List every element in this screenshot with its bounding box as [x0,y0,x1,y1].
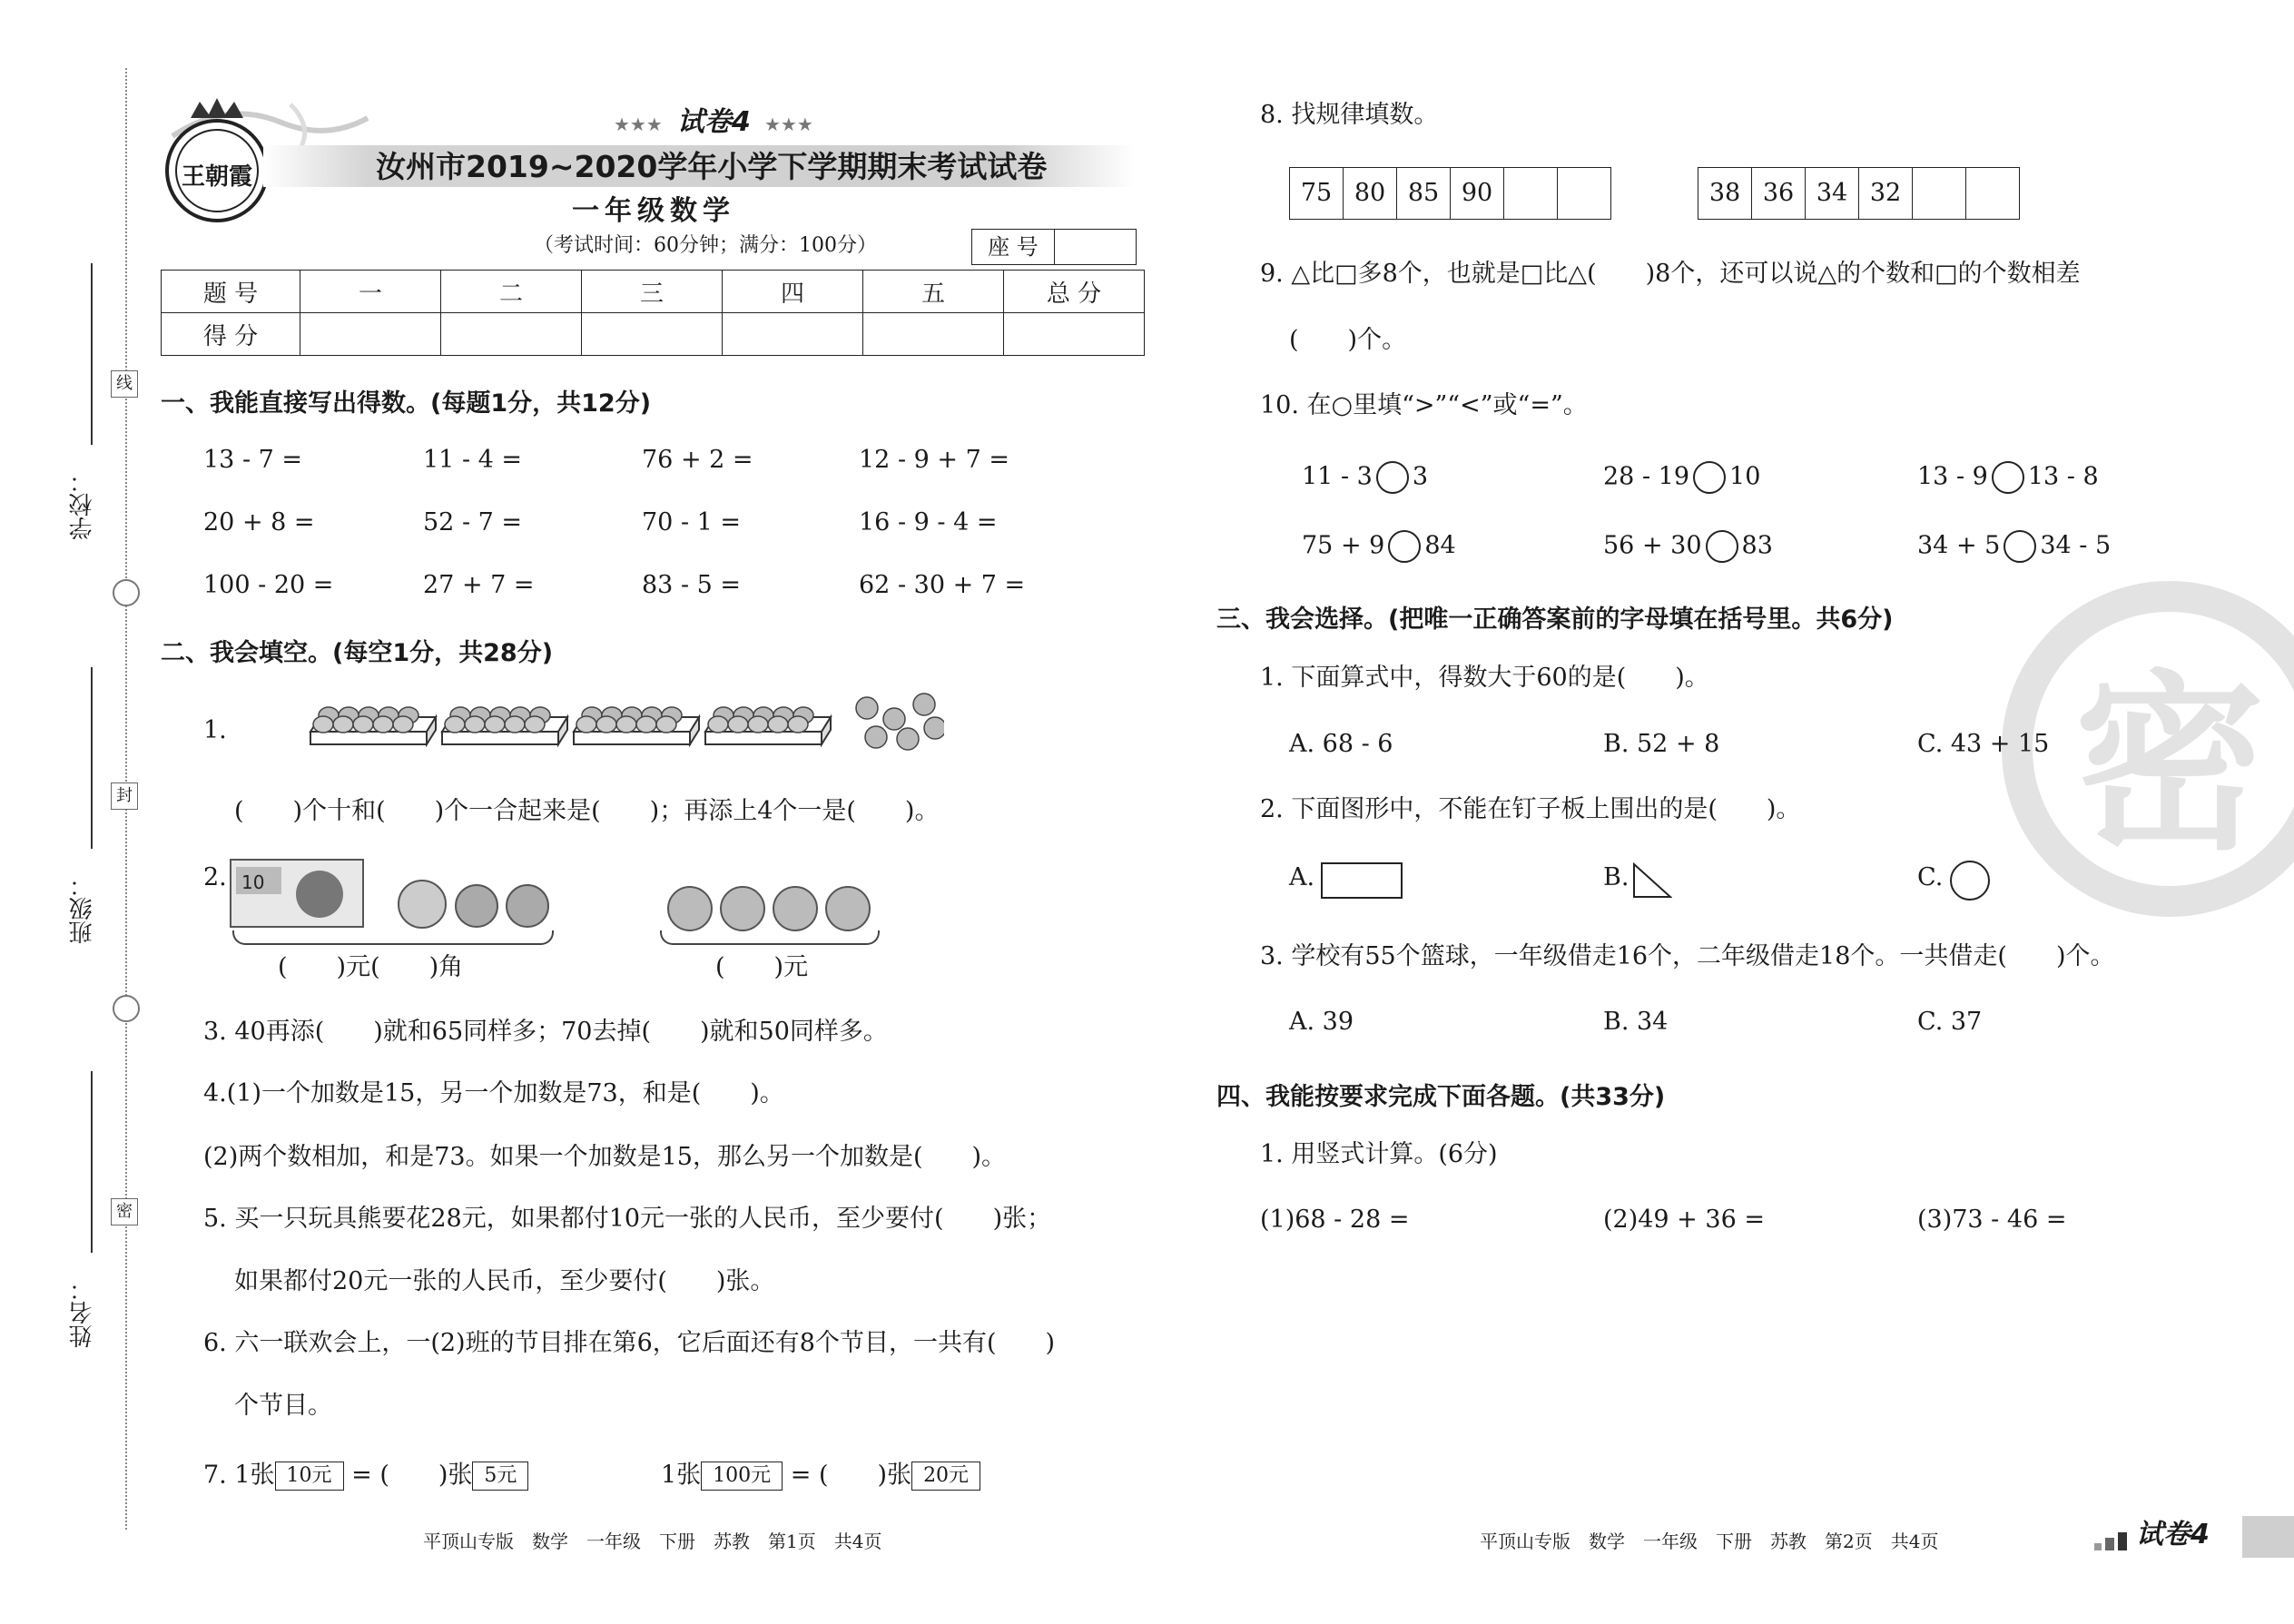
option: C. 37 [1917,1008,1983,1036]
score-cell: 三 [582,271,723,313]
compare-right: 13 - 8 [2027,462,2099,491]
sequence-cell: 90 [1451,168,1504,219]
compare-right: 34 - 5 [2040,531,2112,560]
counting-blocks-illustration [309,692,944,757]
score-table [161,270,1145,356]
logo-text: 王朝霞 [181,163,252,191]
section-4-title: 四、我能按要求完成下面各题。(共33分) [1216,1083,1666,1111]
compare-right: 3 [1412,462,1429,491]
q8-text: 8. 找规律填数。 [1260,101,1439,129]
compare-circle[interactable] [1992,461,2024,494]
s3-q3-text: 3. 学校有55个篮球，一年级借走16个，二年级借走18个。一共借走( )个。 [1260,942,2115,970]
corner-bar [2242,1516,2294,1558]
vertical-calc-item: (3)73 - 46 = [1917,1206,2067,1234]
brace-right [660,930,880,945]
series-stars-right: ★★★ [764,113,813,135]
score-cell [1004,313,1145,356]
q1-number: 1. [203,716,227,744]
sequence-cell: 32 [1859,168,1913,219]
section-3-title: 三、我会选择。(把唯一正确答案前的字母填在括号里。共6分) [1216,605,1894,634]
score-table-row [162,271,1145,313]
calc-item: 70 - 1 = [642,508,742,536]
section-2-title: 二、我会填空。(每空1分，共28分) [161,639,554,667]
score-cell: 得 分 [162,313,300,356]
sequence-cell: 75 [1290,168,1344,219]
school-label: 学校： [69,469,96,540]
score-cell: 五 [863,271,1004,313]
option: B. [1603,863,1629,891]
calc-item: 11 - 4 = [423,446,523,474]
score-cell: 四 [723,271,863,313]
q7-mid1: = ( )张 [351,1461,473,1490]
seal-char-xian: 线 [111,370,138,398]
compare-right: 84 [1424,531,1456,560]
compare-right: 83 [1741,531,1773,560]
q7-mid2: = ( )张 [790,1461,912,1490]
footer-tag-dots [2092,1530,2129,1552]
money-box-5: 5元 [472,1462,528,1491]
compare-circle[interactable] [1376,461,1409,494]
calc-item: 83 - 5 = [642,571,742,599]
score-cell [723,313,863,356]
q6b-text: 个节目。 [234,1392,332,1420]
q1-text: ( )个十和( )个一合起来是( )；再添上4个一是( )。 [234,797,940,825]
sequence-cell: 80 [1344,168,1397,219]
compare-left: 56 + 30 [1603,531,1702,560]
vertical-calc-item: (2)49 + 36 = [1603,1206,1765,1234]
sequence-box-2 [1698,167,2020,220]
vertical-calc-item: (1)68 - 28 = [1260,1206,1410,1234]
rectangle-shape [1321,862,1403,899]
q5a-text: 5. 买一只玩具熊要花28元，如果都付10元一张的人民币，至少要付( )张； [203,1205,1052,1233]
logo-badge [163,98,271,225]
coins-yuan-illustration [665,884,874,933]
score-cell: 一 [300,271,441,313]
compare-left: 34 + 5 [1917,531,2001,560]
compare-left: 11 - 3 [1302,462,1373,491]
footer-tag: 试卷4 [2136,1519,2210,1550]
compare-circle[interactable] [1706,530,1738,563]
score-cell: 题 号 [162,271,300,313]
coins-jiao-illustration [397,879,560,930]
circle-shape [1950,861,1990,901]
calc-item: 27 + 7 = [423,571,535,599]
class-line [91,667,93,849]
q7-row [203,1462,528,1491]
option: B. 34 [1603,1008,1669,1036]
sequence-cell: 38 [1698,168,1752,219]
compare-item [1302,461,1428,494]
score-cell [582,313,723,356]
compare-item [1302,530,1456,563]
q10-text: 10. 在○里填“>”“<”或“=”。 [1260,391,1588,419]
option: A. 39 [1289,1008,1354,1036]
q9b-text: ( )个。 [1289,326,1407,354]
option: C. 43 + 15 [1917,730,2050,758]
calc-item: 100 - 20 = [203,571,334,599]
score-cell: 二 [441,271,582,313]
seal-char-feng: 封 [111,782,138,810]
sequence-cell: 36 [1752,168,1806,219]
knot-icon [113,995,140,1022]
banknote-illustration [229,858,365,929]
compare-circle[interactable] [1388,530,1421,563]
q9a-text: 9. △比□多8个，也就是□比△( )8个，还可以说△的个数和□的个数相差 [1260,260,2081,288]
calc-item: 16 - 9 - 4 = [859,508,998,536]
q2-answer-a: ( )元( )角 [278,953,464,981]
compare-circle[interactable] [2004,530,2036,563]
compare-item [1917,461,2099,494]
class-label: 班级： [69,873,96,944]
name-line [91,1071,93,1253]
knot-icon [113,579,140,606]
score-cell: 总 分 [1004,271,1145,313]
option: A. 68 - 6 [1289,730,1393,758]
option: B. 52 + 8 [1603,730,1720,758]
svg-text:10: 10 [241,871,265,893]
calc-item: 12 - 9 + 7 = [859,446,1009,474]
q7-row-2 [661,1462,980,1491]
s4-q1-text: 1. 用竖式计算。(6分) [1260,1140,1498,1168]
money-box-10: 10元 [275,1462,344,1491]
s3-q1-text: 1. 下面算式中，得数大于60的是( )。 [1260,664,1709,692]
q6a-text: 6. 六一联欢会上，一(2)班的节目排在第6，它后面还有8个节目，一共有( ) [203,1329,1056,1357]
score-cell [863,313,1004,356]
q5b-text: 如果都付20元一张的人民币，至少要付( )张。 [234,1267,775,1295]
series-label: 试卷4 [677,106,751,138]
q4b-text: (2)两个数相加，和是73。如果一个加数是15，那么另一个加数是( )。 [203,1143,1007,1171]
exam-subject: 一年级数学 [572,195,735,227]
exam-info: （考试时间：60分钟；满分：100分） [534,234,877,257]
sequence-cell [1504,168,1558,219]
q2-number: 2. [203,863,227,891]
seal-char-mi: 密 [111,1198,138,1225]
calc-item: 52 - 7 = [423,508,523,536]
exam-title: 汝州市2019~2020学年小学下学期期末考试试卷 [376,149,1048,184]
sequence-cell [1966,168,2019,219]
calc-item: 76 + 2 = [642,446,753,474]
calc-item: 13 - 7 = [203,446,303,474]
compare-right: 10 [1729,462,1761,491]
sequence-cell: 85 [1397,168,1451,219]
q3-text: 3. 40再添( )就和65同样多；70去掉( )就和50同样多。 [203,1018,888,1046]
watermark-char: 密 [2073,654,2266,876]
score-cell [441,313,582,356]
score-table-row [162,313,1145,356]
money-box-100: 100元 [701,1462,783,1491]
sequence-cell [1558,168,1610,219]
section-1-title: 一、我能直接写出得数。(每题1分，共12分) [161,389,652,418]
compare-item [1603,461,1760,494]
q7-start2: 1张 [661,1461,702,1490]
money-box-20: 20元 [911,1462,980,1491]
school-line [91,263,93,445]
triangle-shape [1632,862,1672,899]
compare-item [1917,530,2111,563]
score-cell [300,313,441,356]
sequence-box-1 [1289,167,1611,220]
option: A. [1289,863,1315,891]
seat-label: 座 号 [972,230,1055,264]
seat-number-box [971,229,1137,265]
sequence-cell: 34 [1806,168,1859,219]
footer-right: 平顶山专版 数学 一年级 下册 苏教 第2页 共4页 [1480,1530,1939,1552]
compare-circle[interactable] [1693,461,1726,494]
compare-item [1603,530,1773,563]
q4a-text: 4.(1)一个加数是15，另一个加数是73，和是( )。 [203,1079,784,1107]
compare-left: 75 + 9 [1302,531,1385,560]
name-label: 姓名： [69,1277,96,1348]
calc-item: 20 + 8 = [203,508,315,536]
brace-left [232,930,554,945]
sequence-cell [1913,168,1966,219]
q2-answer-b: ( )元 [715,953,809,981]
compare-left: 13 - 9 [1917,462,1988,491]
s3-q2-text: 2. 下面图形中，不能在钉子板上围出的是( )。 [1260,795,1801,823]
option: C. [1917,863,1944,891]
footer-left: 平顶山专版 数学 一年级 下册 苏教 第1页 共4页 [423,1530,882,1552]
q7-start: 7. 1张 [203,1461,275,1490]
series-stars-left: ★★★ [614,113,663,135]
compare-left: 28 - 19 [1603,462,1690,491]
calc-item: 62 - 30 + 7 = [859,571,1026,599]
